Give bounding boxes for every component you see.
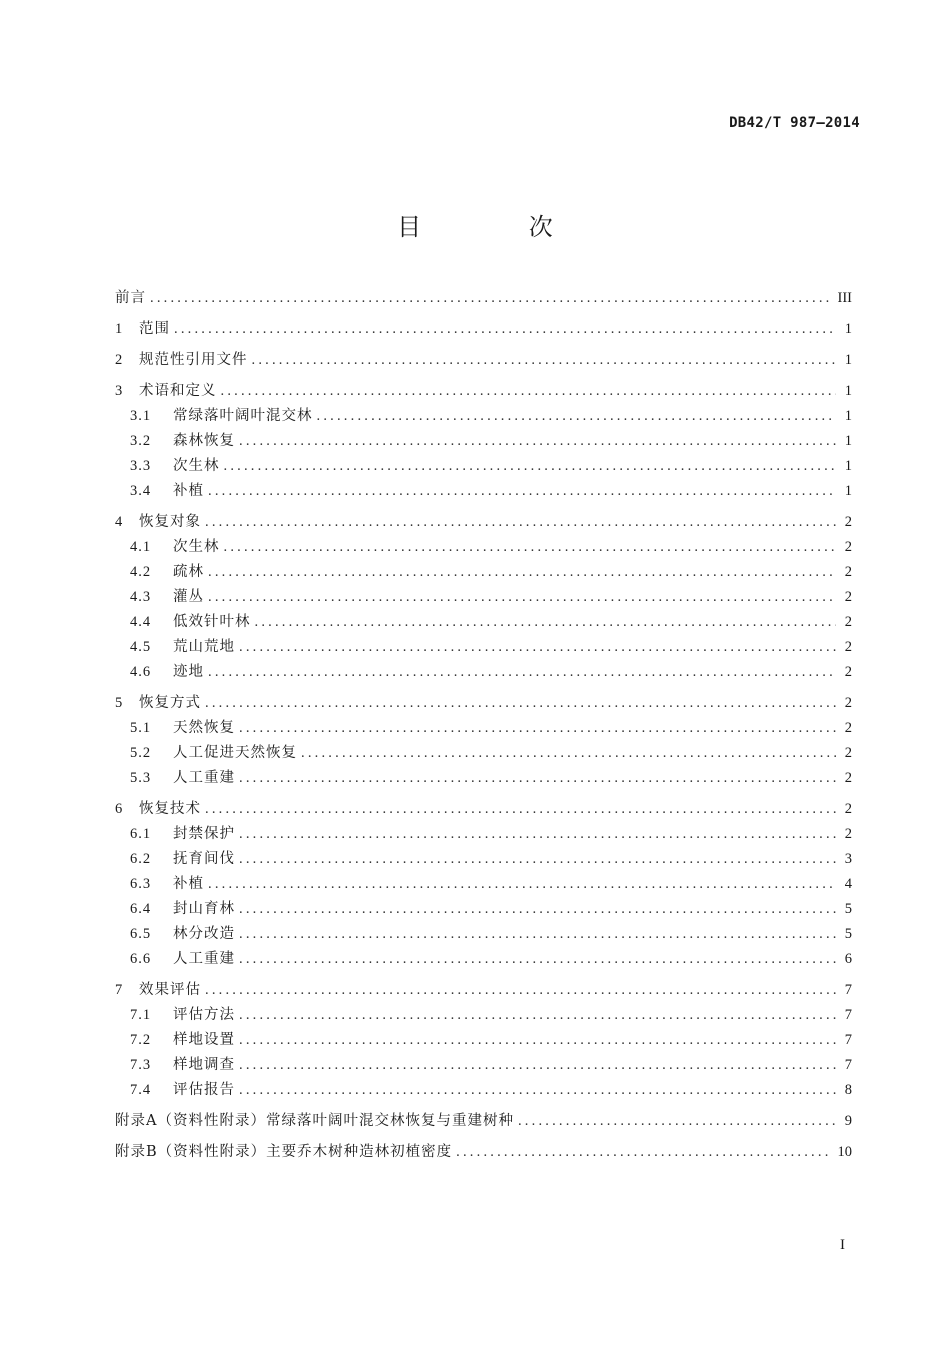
toc-entry-number: 7.2 (130, 1032, 152, 1048)
toc-entry-page: 2 (844, 695, 852, 711)
toc-entry-label: 封禁保护 (173, 826, 235, 842)
dot-leader (174, 317, 836, 342)
toc-entry[interactable] (115, 479, 852, 504)
toc-entry-number: 6.3 (130, 876, 152, 892)
toc-entry-number: 6.2 (130, 851, 152, 867)
page-title: 目 次 (397, 213, 603, 241)
toc-entry-label: 迹地 (173, 664, 204, 680)
toc-entry-page: 10 (837, 1144, 852, 1160)
toc-entry[interactable] (115, 317, 852, 342)
toc-entry-number: 6 (115, 801, 123, 817)
dot-leader (239, 1003, 836, 1028)
toc-entry[interactable] (115, 286, 852, 311)
toc-entry-label: 人工重建 (173, 951, 235, 967)
dot-leader (239, 635, 836, 660)
dot-leader (239, 1053, 836, 1078)
toc-entry-page: 2 (844, 745, 852, 761)
dot-leader (208, 479, 836, 504)
toc-entry[interactable] (115, 379, 852, 404)
toc-entry-label: 恢复对象 (139, 514, 201, 530)
dot-leader (255, 610, 837, 635)
toc-entry[interactable] (115, 1028, 852, 1053)
toc-entry-label: 森林恢复 (173, 433, 235, 449)
toc-entry-number: 4.4 (130, 614, 152, 630)
dot-leader (224, 535, 837, 560)
toc-entry-label: 术语和定义 (139, 383, 217, 399)
toc-entry-label: 人工促进天然恢复 (173, 745, 297, 761)
toc-entry-number: 3.2 (130, 433, 152, 449)
toc-entry[interactable] (115, 404, 852, 429)
toc-entry-page: 7 (844, 982, 852, 998)
toc-entry-number: 6.6 (130, 951, 152, 967)
toc-entry-page: 1 (844, 408, 852, 424)
toc-entry-label: 次生林 (173, 458, 220, 474)
toc-entry-label: 评估方法 (173, 1007, 235, 1023)
dot-leader (239, 429, 836, 454)
toc-entry-label: 人工重建 (173, 770, 235, 786)
toc-entry-number: 7.3 (130, 1057, 152, 1073)
dot-leader (239, 822, 836, 847)
toc-entry-number: 4.6 (130, 664, 152, 680)
toc-entry[interactable] (115, 691, 852, 716)
toc-entry-label: 规范性引用文件 (139, 352, 248, 368)
toc-entry-label: 封山育林 (173, 901, 235, 917)
toc-entry-page: 6 (844, 951, 852, 967)
toc-entry[interactable] (115, 922, 852, 947)
dot-leader (239, 847, 836, 872)
toc-entry-page: 1 (844, 383, 852, 399)
toc-entry[interactable] (115, 635, 852, 660)
toc-entry[interactable] (115, 1140, 852, 1165)
toc-entry-label: 样地设置 (173, 1032, 235, 1048)
dot-leader (239, 1078, 836, 1103)
toc-entry[interactable] (115, 1109, 852, 1134)
toc-entry-page: 1 (844, 433, 852, 449)
toc-entry-page: III (837, 290, 852, 306)
toc-entry-number: 3 (115, 383, 123, 399)
toc-entry-number: 4.1 (130, 539, 152, 555)
toc-entry[interactable] (115, 348, 852, 373)
dot-leader (456, 1140, 831, 1165)
dot-leader (301, 741, 836, 766)
toc-entry-page: 2 (844, 564, 852, 580)
toc-entry[interactable] (115, 1078, 852, 1103)
dot-leader (208, 560, 836, 585)
dot-leader (208, 660, 836, 685)
toc-entry-page: 2 (844, 664, 852, 680)
toc-entry-label: 荒山荒地 (173, 639, 235, 655)
toc-entry[interactable] (115, 872, 852, 897)
toc-entry[interactable] (115, 560, 852, 585)
toc-entry[interactable] (115, 822, 852, 847)
dot-leader (221, 379, 837, 404)
toc-entry[interactable] (115, 1003, 852, 1028)
toc-entry-number: 1 (115, 321, 123, 337)
toc-entry-page: 5 (844, 926, 852, 942)
toc-entry[interactable] (115, 947, 852, 972)
toc-entry-page: 7 (844, 1032, 852, 1048)
document-code: DB42/T 987—2014 (729, 115, 860, 131)
toc-entry-page: 9 (844, 1113, 852, 1129)
toc-entry-label: 恢复方式 (139, 695, 201, 711)
dot-leader (239, 947, 836, 972)
toc-entry-number: 5.2 (130, 745, 152, 761)
toc-entry-number: 7.1 (130, 1007, 152, 1023)
toc-entry-number: 5.3 (130, 770, 152, 786)
toc-entry-page: 2 (844, 720, 852, 736)
dot-leader (252, 348, 837, 373)
toc-entry-label: 评估报告 (173, 1082, 235, 1098)
toc-entry-label: 常绿落叶阔叶混交林 (173, 408, 313, 424)
toc-entry-page: 2 (844, 614, 852, 630)
toc-entry-label: 范围 (139, 321, 170, 337)
dot-leader (205, 978, 836, 1003)
toc-entry-label: 恢复技术 (139, 801, 201, 817)
dot-leader (208, 585, 836, 610)
toc-entry-page: 1 (844, 352, 852, 368)
toc-entry-label: 效果评估 (139, 982, 201, 998)
page-number: I (840, 1237, 845, 1253)
toc-entry-label: 低效针叶林 (173, 614, 251, 630)
toc-entry-number: 4.3 (130, 589, 152, 605)
toc-entry-number: 4.2 (130, 564, 152, 580)
dot-leader (239, 716, 836, 741)
toc-entry[interactable] (115, 847, 852, 872)
toc-entry[interactable] (115, 535, 852, 560)
toc-entry-label: 前言 (115, 290, 146, 306)
toc-entry-number: 5 (115, 695, 123, 711)
dot-leader (239, 1028, 836, 1053)
toc-entry[interactable] (115, 1053, 852, 1078)
toc-entry-page: 2 (844, 514, 852, 530)
toc-entry-page: 4 (844, 876, 852, 892)
toc-entry-label: 次生林 (173, 539, 220, 555)
toc-entry-label: 附录A（资料性附录）常绿落叶阔叶混交林恢复与重建树种 (115, 1113, 514, 1129)
toc-entry-number: 6.5 (130, 926, 152, 942)
toc-entry-number: 6.1 (130, 826, 152, 842)
dot-leader (224, 454, 837, 479)
toc-entry[interactable] (115, 897, 852, 922)
toc-entry-label: 灌丛 (173, 589, 204, 605)
toc-entry[interactable] (115, 454, 852, 479)
toc-entry[interactable] (115, 660, 852, 685)
toc-entry-number: 2 (115, 352, 123, 368)
dot-leader (205, 691, 836, 716)
toc-entry[interactable] (115, 585, 852, 610)
toc-entry-label: 附录B（资料性附录）主要乔木树种造林初植密度 (115, 1144, 453, 1160)
toc-entry[interactable] (115, 766, 852, 791)
dot-leader (518, 1109, 836, 1134)
toc-entry-label: 补植 (173, 483, 204, 499)
toc-entry[interactable] (115, 797, 852, 822)
toc-entry-number: 4.5 (130, 639, 152, 655)
toc-entry-label: 天然恢复 (173, 720, 235, 736)
toc-entry[interactable] (115, 741, 852, 766)
dot-leader (205, 510, 836, 535)
toc-entry-page: 2 (844, 539, 852, 555)
toc-entry[interactable] (115, 429, 852, 454)
toc-entry-label: 补植 (173, 876, 204, 892)
toc-entry-label: 样地调查 (173, 1057, 235, 1073)
toc-entry-number: 5.1 (130, 720, 152, 736)
dot-leader (239, 922, 836, 947)
toc-entry-page: 2 (844, 639, 852, 655)
toc-entry-page: 1 (844, 321, 852, 337)
toc-entry-number: 7 (115, 982, 123, 998)
toc-entry[interactable] (115, 716, 852, 741)
toc-entry-number: 4 (115, 514, 123, 530)
toc-entry-number: 7.4 (130, 1082, 152, 1098)
toc-entry-page: 2 (844, 826, 852, 842)
dot-leader (208, 872, 836, 897)
dot-leader (150, 286, 832, 311)
toc-entry[interactable] (115, 610, 852, 635)
toc-entry-page: 3 (844, 851, 852, 867)
toc-entry[interactable] (115, 978, 852, 1003)
table-of-contents (115, 286, 852, 1165)
toc-entry[interactable] (115, 510, 852, 535)
dot-leader (239, 766, 836, 791)
dot-leader (205, 797, 836, 822)
toc-entry-page: 7 (844, 1057, 852, 1073)
toc-entry-page: 7 (844, 1007, 852, 1023)
toc-entry-page: 1 (844, 458, 852, 474)
toc-entry-label: 抚育间伐 (173, 851, 235, 867)
toc-entry-number: 6.4 (130, 901, 152, 917)
toc-entry-label: 疏林 (173, 564, 204, 580)
toc-entry-number: 3.1 (130, 408, 152, 424)
toc-entry-page: 1 (844, 483, 852, 499)
dot-leader (317, 404, 837, 429)
toc-entry-page: 5 (844, 901, 852, 917)
toc-entry-number: 3.4 (130, 483, 152, 499)
toc-entry-page: 8 (844, 1082, 852, 1098)
toc-entry-page: 2 (844, 589, 852, 605)
toc-entry-label: 林分改造 (173, 926, 235, 942)
toc-entry-number: 3.3 (130, 458, 152, 474)
toc-entry-page: 2 (844, 801, 852, 817)
dot-leader (239, 897, 836, 922)
toc-entry-page: 2 (844, 770, 852, 786)
